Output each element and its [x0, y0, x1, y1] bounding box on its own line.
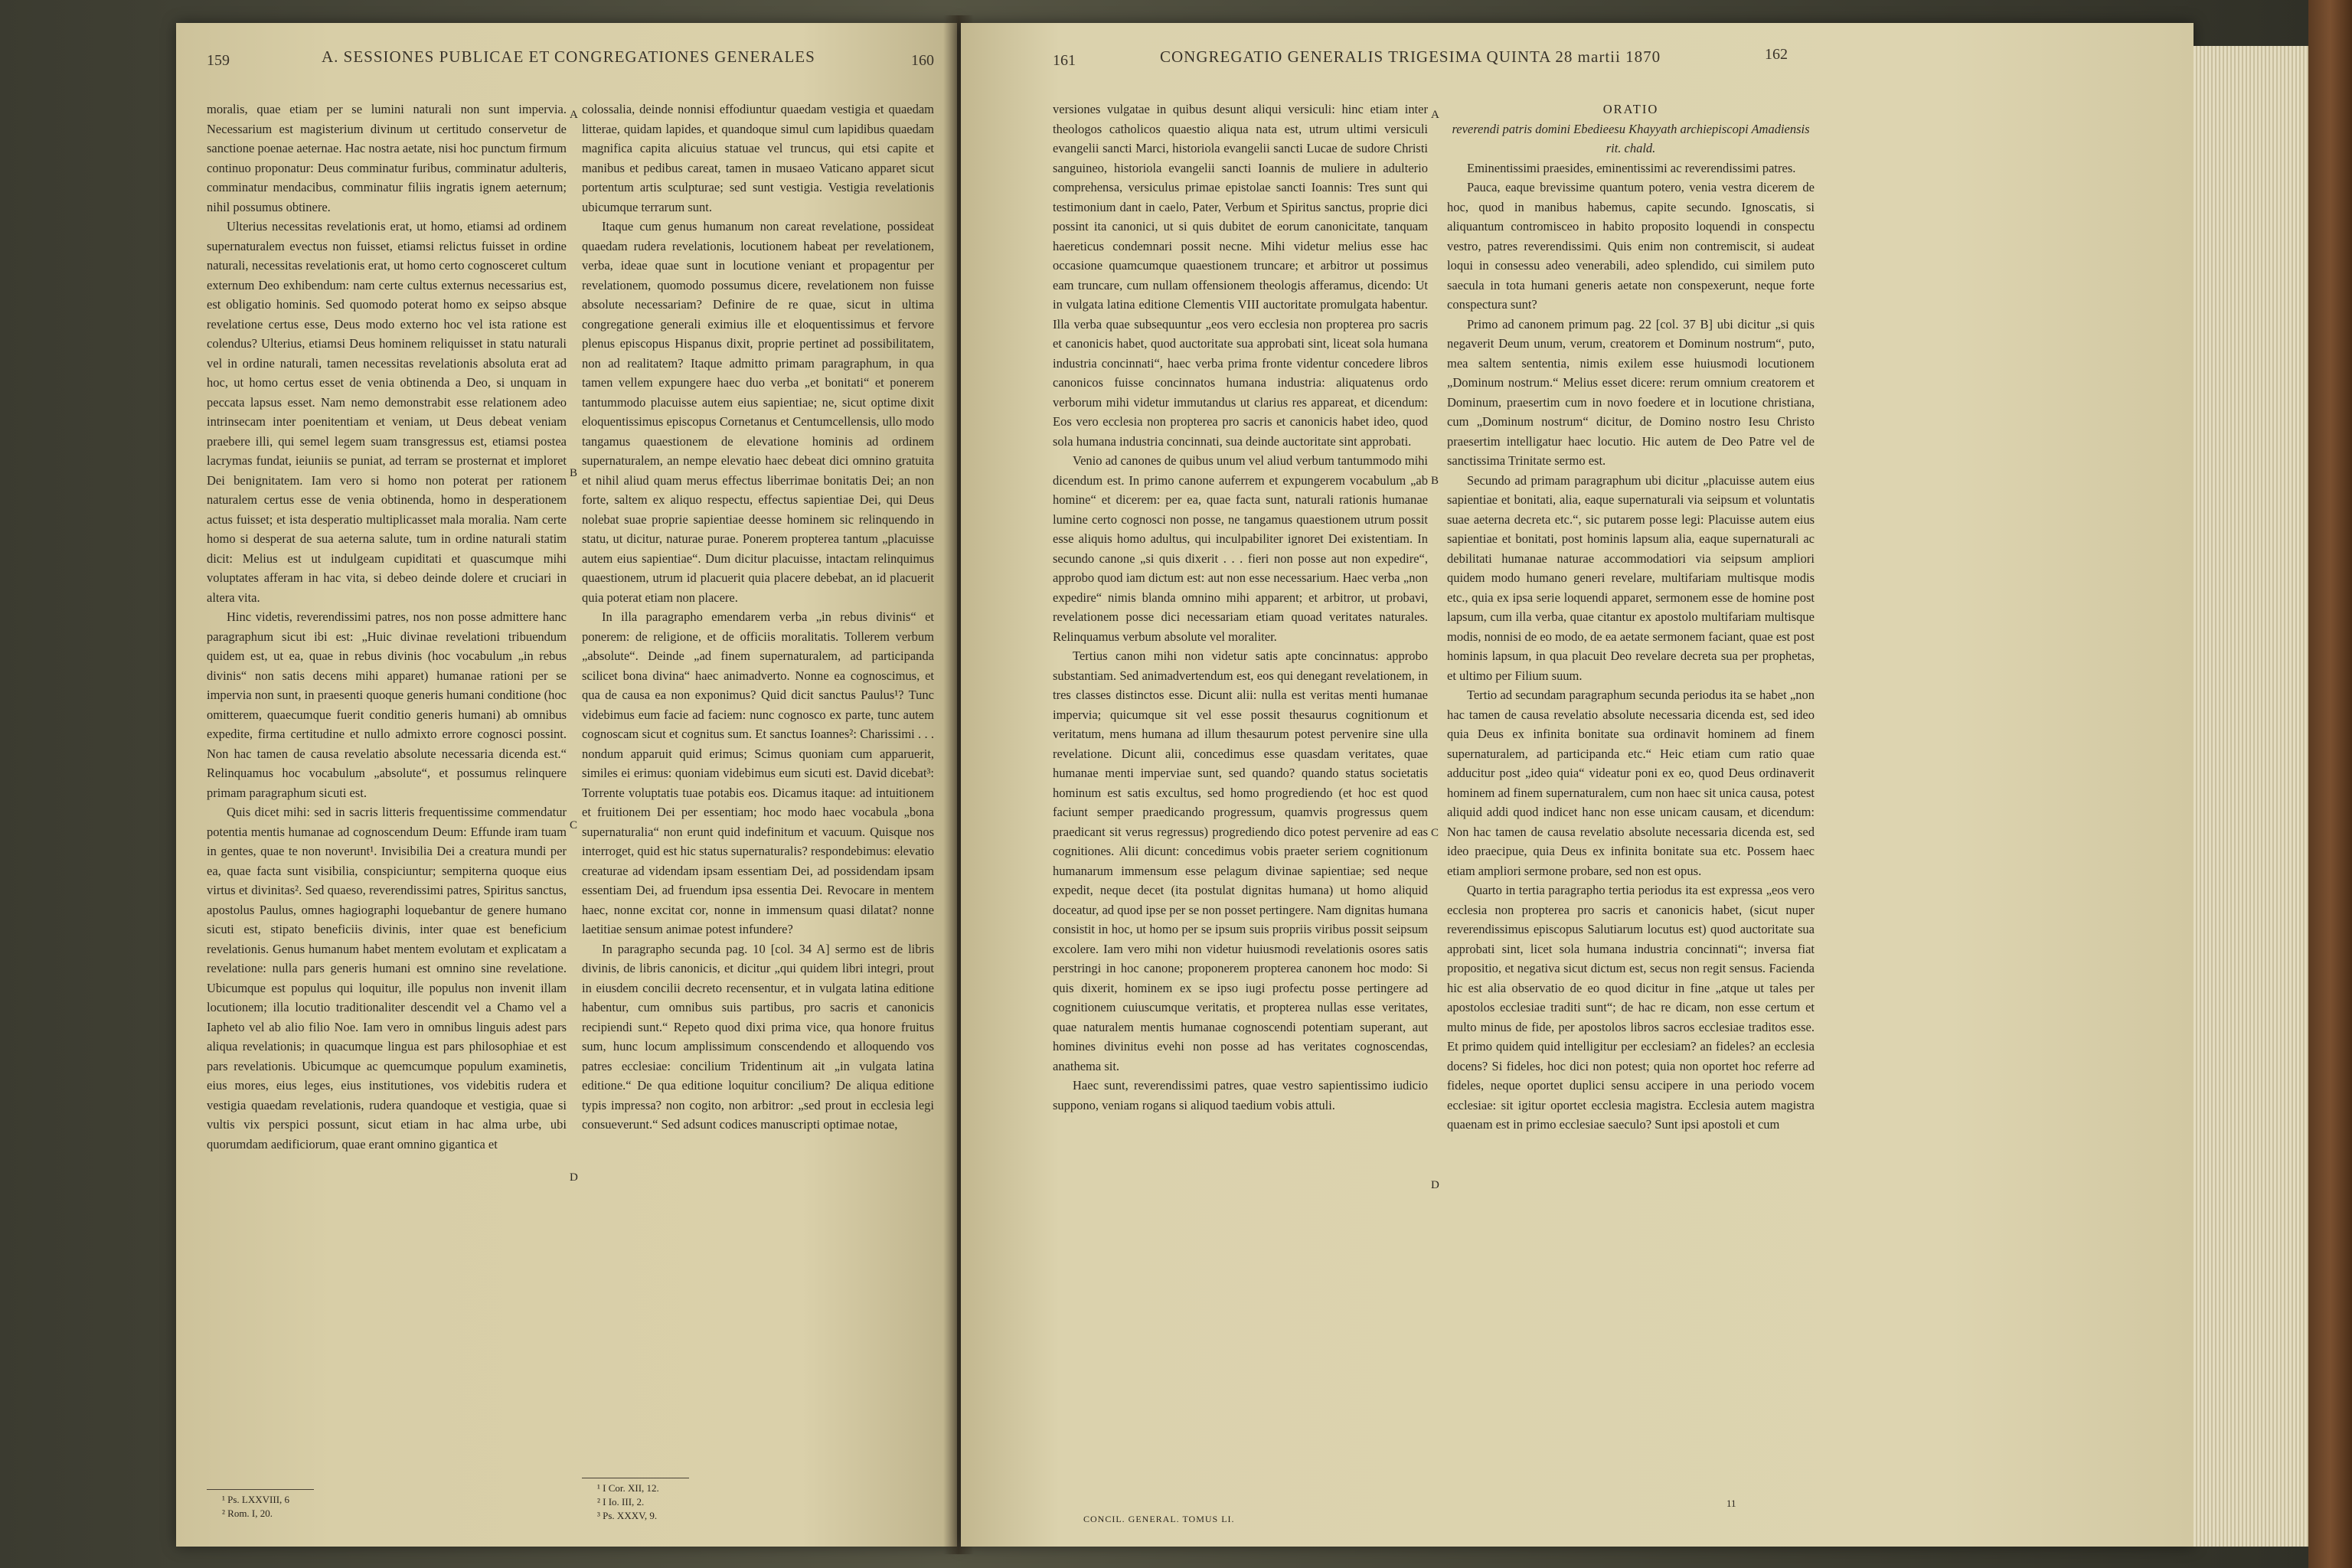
footnote: ¹ Ps. LXXVIII, 6 — [222, 1494, 290, 1505]
running-head: CONGREGATIO GENERALIS TRIGESIMA QUINTA 28 martii 1870 — [1160, 47, 1661, 66]
signature-mark: 11 — [1726, 1498, 1736, 1509]
text-column-2 — [1447, 100, 1815, 1135]
footnote: ² Rom. I, 20. — [222, 1508, 273, 1519]
margin-letter: B — [570, 467, 578, 479]
paragraph: Quis dicet mihi: sed in sacris litteris frequentissime commendatur potentia mentis humanae ad cognoscendum Deum: Effunde iram tuam in gentes, quae te non noverunt¹. Invisibilia Dei a creatura mundi per ea, quae facta sunt visibilia, conspiciuntur; sempiterna quoque eius virtus et divinitas². Sed quaeso, reverendissimi patres, Spiritus sanctus, apostolus Paulus, omnes hagiographi loquebantur de genere humano sicuti est, stipato beneficiis divinis, inter quae est beneficium revelationis. Genus humanum habet mentem evolutam et explicatam a revelatione: nulla pars generis humani est omnino sine revelatione. Ubicumque est populus qui loquitur, ille populus non invenit illam locutionem; illa locutio traditionaliter descendit vel a Chamo vel a Iapheto vel ab alio filio Noe. Iam vero in omnibus linguis adest pars aliqua revelationis; in quacumque lingua est pars philosophiae et est pars revelationis. Ubicumque ac quemcumque populum examinetis, eius mores, eius leges, eius institutiones, vos videbitis rudera et vestigia quaedam revelationis, rudera quandoque et vestigia, quae si vultis vix perspici possunt, sicut etiam in hac alma urbe, ubi quorumdam aedificiorum, quae erant omnino gigantica et — [207, 805, 567, 1152]
paragraph: Tertius canon mihi non videtur satis apte concinnatus: approbo substantiam. Sed animadvertendum est, eos qui denegant revelationem, in tres classes distinctos esse. Dicunt alii: nulla est veritas menti humanae impervia; quicumque sit vel esse possit thesaurus cognitionum et veritatum, mens humana ad illum thesaurum potest pervenire sine ulla revelatione. Dicunt alii, concedimus esse quasdam veritates, quae humanae menti imperviae sunt, sed quando? quando status societatis hominum est satis excultus, sed homo progrediendo (et hoc est quod faciunt semper praedicando progressum, quamvis progressus quem praedicant sit verus regressus) progrediendo dico potest pervenire ad eas cognitiones. Alii dicunt: concedimus vobis praeter seriem cognitionum humanarum immensum esse pelagum divinae sapientiae; sed neque expedit, neque decet (ita postulat dignitas humana) ut homo aliquid doceatur, ad quod ipse per se non posset pertingere. Nam dignitas humana consistit in hoc, ut homo per se ipsum suis propriis viribus possit seipsum excolere. Iam vero mihi non videtur huiusmodi revelationis osores satis perstringi in hoc canone; proponerem propterea canonem hoc modo: Si quis dixerit, hominem ex se ipso iugi profectu posse pertingere ad cognitionem cuiuscumque veritatis, et propterea nullas esse veritates, quae naturalem mentis humanae cognoscendi potentiam superant, aut homines divinitus evehi non posse ad has veritates cognoscendas, anathema sit. — [1053, 648, 1428, 1073]
section-subheading: reverendi patris domini Ebedieesu Khayyath archiepiscopi Amadiensis rit. chald. — [1452, 121, 1810, 155]
page-number: 161 — [1053, 52, 1076, 69]
text-column-1 — [1053, 100, 1428, 1115]
paragraph: moralis, quae etiam per se lumini naturali non sunt impervia. Necessarium est magisterium divinum ut certitudo conservetur de sanctione poenae aeternae. Hac nostra aetate, nisi hoc punctum firmum continuo proponatur: Deus comminatur furibus, comminatur adulteris, comminatur mendacibus, comminatur filiis ingratis ignem aeternum; nihil possumus obtinere. — [207, 102, 567, 214]
page-number: 162 — [1765, 46, 1788, 63]
footnote: ³ Ps. XXXV, 9. — [597, 1510, 658, 1521]
margin-letter: B — [1431, 475, 1439, 487]
footnote: ² I Io. III, 2. — [597, 1496, 645, 1508]
page-edges — [2194, 46, 2308, 1547]
page-number: 160 — [911, 52, 934, 69]
text-column-2 — [582, 100, 934, 1135]
paragraph: In paragrapho secunda pag. 10 [col. 34 A] sermo est de libris divinis, de libris canonicis, et dicitur „qui quidem libri integri, prout in eiusdem concilii decreto recensentur, et in vulgata latina editione habentur, cum omnibus suis partibus, pro sacris et canonicis recipiendi sunt.“ Repeto quod dixi prima vice, qua honore fruitus sum, hunc locum amplissimum conscendendo et alloquendo vos patres ecclesiae: concilium Tridentinum ait „in vulgata latina editione.“ De qua editione loquitur concilium? De aliqua editione typis impressa? non cogito, non arbitror: „sed prout in ecclesia legi consueverunt.“ Sed adsunt codices manuscripti optimae notae, — [582, 941, 934, 1132]
paragraph: Quarto in tertia paragrapho tertia periodus ita est expressa „eos vero ecclesia non propterea pro sacris et canonicis habet, (sicut nuper reverendissimus episcopus Salutiarum locutus est) quod auctoritate sua approbati sint, licet sola humana industria concinnati“; inversa fiat propositio, et negativa sicut dictum est, secus non regit sensus. Facienda hic est alia observatio de eo quod dicitur in fine „atque ut tales per apostolos ecclesiae traditi sunt“; de hac re dicam, non esse certum et multo minus de fide, per apostolos libros sacros ecclesiae traditos esse. Et primo quidem quid intelligitur per ecclesiam? an fideles? an ecclesia docens? Si fideles, hoc dici non potest; quia non oportet hoc referre ad fideles, neque oportet duplici sensu accipere in una periodo vocem ecclesiae: sit igitur oportet ecclesia magistra. Ecclesia autem magistra quaenam est in primo ecclesiae saeculo? Sunt ipsi apostoli et cum — [1447, 883, 1815, 1132]
margin-letter: A — [1431, 109, 1439, 121]
footnotes — [222, 1493, 289, 1521]
paragraph: Primo ad canonem primum pag. 22 [col. 37 B] ubi dicitur „si quis negaverit Deum unum, verum, creatorem et Dominum nostrum“, puto, mea saltem sententia, nimis exilem esse huiusmodi locutionem „Dominum nostrum.“ Melius esset dicere: rerum omnium creatorem et Dominum, praesertim cum in novo foedere et in locutione christiana, cum „Dominum nostrum“ dicitur, de Domino nostro Iesu Christo praesertim intelligatur haec locutio. Hic autem de Deo Patre vel de sanctissima Trinitate sermo est. — [1447, 316, 1815, 468]
running-head: A. SESSIONES PUBLICAE ET CONGREGATIONES GENERALES — [322, 47, 815, 66]
margin-letter: C — [1431, 827, 1439, 839]
paragraph: Venio ad canones de quibus unum vel aliud verbum tantummodo mihi dicendum est. In primo canone auferrem et expungerem vocabulum „ab homine“ et dicerem: per ea, quae facta sunt, naturali rationis humanae lumine certo cognosci non posse, ne tangamus quaestionem utrum possit esse aliquis homo adultus, qui inculpabiliter ignoret Dei existentiam. In secundo canone „si quis dixerit . . . fieri non posse aut non expedire“, approbo quod iam dictum est: aut non esse necessarium. Haec verba „non expedire“ nimis blanda omnino mihi apparent; et arbitror, ut probavi, revelationem posse dici necessariam etiam quoad veritates naturales. Relinquamus verbum absolute vel moraliter. — [1053, 453, 1428, 644]
page-number: 159 — [207, 52, 230, 69]
paragraph: versiones vulgatae in quibus desunt aliqui versiculi: hinc etiam inter theologos catholicos quaestio aliqua nata est, utrum ultimi versiculi evangelii sancti Marci, historiola evangelii sancti Lucae de sudore Christi sanguineo, historiola evangelii sancti Ioannis de muliere in adulterio comprehensa, versiculus primae epistolae sancti Ioannis: Tres sunt qui testimonium dant in caelo, Pater, Verbum et Spiritus sanctus, proprie dici possint ita canonici, ut si quis dubitet de eorum canonicitate, tanquam haereticus condemnari possit necne. Mihi videtur melius esse hac occasione quamcumque quaestionem truncare; et arbitror ut possimus eam truncare, cum nullam offensionem theologis afferamus, dicendo: Ut in vulgata latina editione Clementis VIII auctoritate promulgata habentur. Illa verba quae subsequuntur „eos vero ecclesia non propterea pro sacris et canonicis habet, quod auctoritate sua approbati sint, liceat sola humana industria concinnati“, haec verba prima fronte videntur concedere libros canonicos fuisse concinnatos humana industria: aliquatenus ordo verborum mihi videtur immutandus ut clarius res appareat, et dicendum: Eos vero ecclesia non propterea pro sacris et canonicis habet ideo, quod sola humana industria concinnati, sua deinde auctoritate sint approbati. — [1053, 102, 1428, 449]
margin-letter: D — [570, 1171, 578, 1184]
paragraph: In illa paragrapho emendarem verba „in rebus divinis“ et ponerem: de religione, et de officiis moralitatis. Tollerem verbum „absolute“. Deinde „ad finem supernaturalem, ad participanda scilicet bona divina“ haec animadverto. Nonne ea cognoscimus, et qua de causa ea non exponimus? Quid dicit sanctus Paulus¹? Tunc videbimus eum facie ad faciem: nunc cognosco ex parte, tunc autem cognoscam sicut et cognitus sum. Et sanctus Ioannes²: Charissimi . . . nondum apparuit quid erimus; Scimus quoniam cum apparuerit, similes ei erimus: quoniam videbimus eum sicuti est. David dicebat³: Torrente voluptatis tuae potabis eos. Dicamus itaque: ad intuitionem et fruitionem Dei per essentiam; hoc modo haec vocabula „bona supernaturalia“ non erunt quid indefinitum et vacuum. Quisque nos interroget, quid est hic status supernaturalis? respondebimus: elevatio creaturae ad videndam ipsam essentiam Dei, ad possidendam ipsam essentiam Dei, ad fruendum ipsa essentia Dei. Revocare in mentem haec, nonne excitat cor, nonne in immensum quasi dilatat? nonne laetitiae sensum animae potest infundere? — [582, 609, 934, 936]
paragraph: Itaque cum genus humanum non careat revelatione, possideat quaedam rudera revelationis, locutionem habeat per revelationem, verba, ideae quae sunt in locutione veniant et propagentur per revelationem, quomodo possumus dicere, revelationem non fuisse absolute necessariam? Definire de re quae, sicut in ultima congregatione generali eximius ille et eloquentissimus et fervore plenus episcopus Hispanus dixit, proprie pertinet ad possibilitatem, non ad realitatem? Itaque admitto primam paragraphum, in qua tamen vellem expungere haec duo verba „et bonitati“ et ponerem tantummodo placuisse autem eius sapientiae; ne, sicut optime dixit eloquentissimus episcopus Cornetanus et Centumcellensis, ullo modo tangamus quaestionem de elevatione hominis ad ordinem supernaturalem, an nempe elevatio haec debeat dici omnino gratuita et nihil aliud quam merus effectus liberrimae bonitatis Dei; an non forte, saltem ex aliquo respectu, effectus sapientiae Dei, qui Deus nolebat suae proprie sapientiae deesse hominem sic relinquendo in statu, ut dicitur, naturae purae. Ponerem propterea tantum „placuisse autem eius sapientiae“. Dum dicitur placuisse, intactam relinquimus quaestionem, utrum id placuerit quia placere debebat, an id placuerit quia poterat etiam non placere. — [582, 219, 934, 605]
left-page — [176, 23, 957, 1547]
paragraph: Pauca, eaque brevissime quantum potero, venia vestra dicerem de hoc, quod in manibus habemus, capite secundo. Ignoscatis, si aliquantum contromisceo in habito proposito loquendi in conspectu vestro, patres reverendissimi. Quis enim non contremiscit, si audeat loqui in consessu adeo venerabili, adeo splendido, cui similem puto saecula in tota humani generis aetate non conspexerunt, neque forte conspectura sunt? — [1447, 180, 1815, 312]
paragraph: Haec sunt, reverendissimi patres, quae vestro sapientissimo iudicio suppono, veniam rogans si aliquod taedium vobis attuli. — [1053, 1078, 1428, 1112]
margin-letter: D — [1431, 1179, 1439, 1191]
paragraph: Hinc videtis, reverendissimi patres, nos non posse admittere hanc paragraphum sicut ibi est: „Huic divinae revelationi tribuendum quidem est, ut ea, quae in rebus divinis (hoc vocabulum „in rebus divinis“ non satis decens mihi apparet) humanae rationi per se impervia non sunt, in praesenti quoque generis humani conditione (hoc omitterem, quaecumque fuerit conditio generis humani) ab omnibus expedite, firma certitudine et nullo admixto errore cognosci possint. Non hac tamen de causa revelatio absolute necessaria dicenda est.“ Relinquamus hoc vocabulum „absolute“, et possumus relinquere primam paragraphum sicuti est. — [207, 609, 567, 800]
book-binding — [2308, 0, 2352, 1568]
text-column-1 — [207, 100, 567, 1154]
paragraph: Tertio ad secundam paragraphum secunda periodus ita se habet „non hac tamen de causa revelatio absolute necessaria dicenda est, sed ideo quia Deus ex infinita bonitate sua ordinavit hominem ad finem supernaturalem, ad participanda etc.“ Heic etiam cum ratio quae adducitur post „ideo quia“ videatur poni ex eo, quod Deus ordinaverit hominem ad finem supernaturalem, cum non haec sit unica causa, potest aliquid addi quod indicet hanc non esse unicam causam, et dicendum: Non hac tamen de causa revelatio absolute necessaria dicenda est, sed ideo praecipue, quia Deus ex infinita bonitate sua etc. Possem haec etiam ampliori sermone probare, sed non est opus. — [1447, 688, 1815, 878]
paragraph: colossalia, deinde nonnisi effodiuntur quaedam vestigia et quaedam litterae, quidam lapides, et quandoque simul cum lapidibus quaedam magnifica capita alicuius statuae vel truncus, qui etsi capite et manibus et pedibus careat, tamen in musaeo Vaticano apparet sicut portentum artis sculpturae; sed sunt vestigia. Vestigia revelationis ubicumque terrarum sunt. — [582, 102, 934, 214]
section-heading: ORATIO — [1602, 102, 1659, 116]
footnote-rule — [207, 1489, 314, 1490]
footnote: ¹ I Cor. XII, 12. — [597, 1482, 659, 1494]
margin-letter: A — [570, 109, 578, 121]
paragraph: Secundo ad primam paragraphum ubi dicitur „placuisse autem eius sapientiae et bonitati, alia, eaque supernaturali via seipsum et voluntatis suae aeterna decreta etc.“, sic putarem posse legi: Placuisse autem eius sapientiae et bonitati, post hominis lapsum alia, eaque supernaturali ac debilitati humanae naturae accommodatiori via seipsum ampliori quidem modo humano generi revelare, multifariam multisque modis etc., quia ex ipsa serie loquendi apparet, sermonem esse de homine post lapsum, cum illa verba, quae citantur ex apostolo multifariam multisque modis, nonnisi de eo modo, de ea aetate sermonem faciant, quae est post hominis lapsum, in qua placuit Deo revelare decreta sua per prophetas, et ultimo per Filium suum. — [1447, 472, 1815, 683]
volume-footer: CONCIL. GENERAL. TOMUS LI. — [1083, 1514, 1235, 1524]
margin-letter: C — [570, 819, 578, 831]
right-page — [961, 23, 2194, 1547]
footnotes — [597, 1481, 659, 1523]
paragraph: Eminentissimi praesides, eminentissimi ac reverendissimi patres. — [1467, 160, 1796, 175]
paragraph: Ulterius necessitas revelationis erat, ut homo, etiamsi ad ordinem supernaturalem evectus non fuisset, etiamsi relictus fuisset in ordine naturali, necessitas revelationis erat, ut homo certo cognosceret cultum externum Deo exhibendum: nam certe cultus externus necessarius est, est obligatio hominis. Sed quomodo poterat homo ex seipso absque revelatione certus esse, Deus modo externo hoc vel ista ratione est colendus? Ulterius, etiamsi Deus hominem reliquisset in statu naturali vel in ordine naturali, tamen necessitas revelationis absoluta erat ad hoc, ut homo certus esset de venia obtinenda a Deo, si unquam in peccata lapsus esset. Nam nemo demonstrabit esse relationem adeo intrinsecam inter poenitentiam et veniam, ut Deus debeat veniam praebere illi, qui semel legem suam transgressus est, etiamsi postea lacrymas fundat, ieiuniis se puniat, ad terram se prosternat et imploret Dei benignitatem. Iam vero si homo non poterat per rationem naturalem certus esse de venia obtinenda, homo in desperationem actus fuisset; et ista desperatio multiplicasset mala moralia. Nam certe homo si desperat de sua aeterna salute, tum in ordine naturali statim dicit: Melius est ut indulgeam cupiditati et quascumque mihi voluptates afferam in hac vita, si debeo deinde dolere et cruciari in altera vita. — [207, 219, 567, 605]
